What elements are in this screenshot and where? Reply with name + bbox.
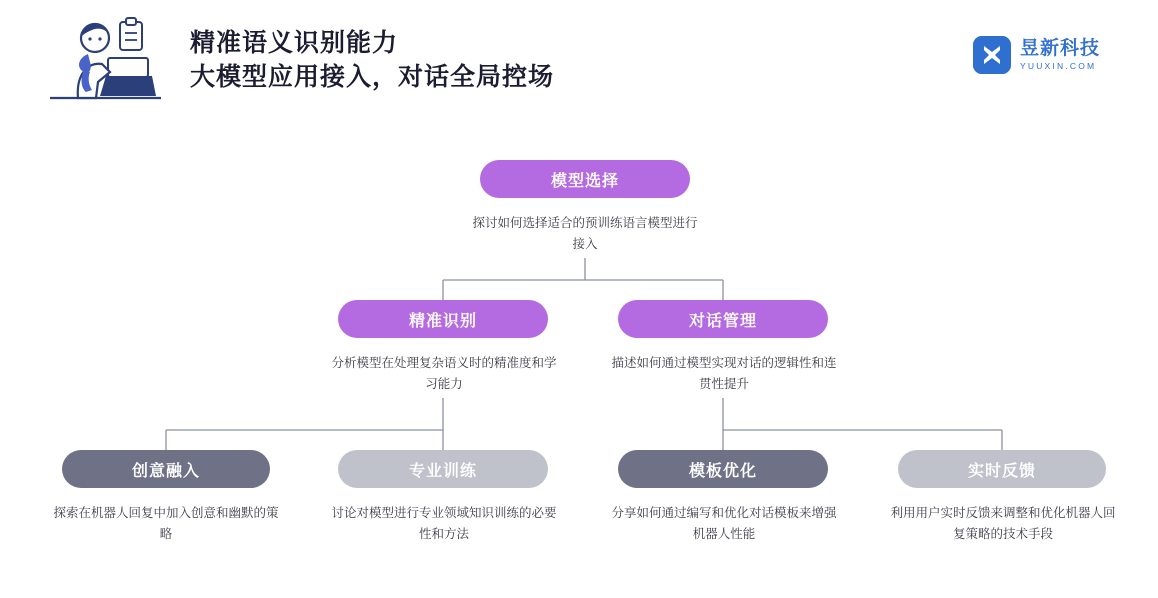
brand-logo <box>973 36 1100 74</box>
node-template-optimization-description: 分享如何通过编写和优化对话模板来增强机器人性能 <box>611 506 837 541</box>
node-template-optimization-label: 模板优化 <box>688 462 757 480</box>
page-title-line2: 大模型应用接入，对话全局控场 <box>190 63 555 91</box>
page-header <box>0 0 1158 125</box>
node-template-optimization[interactable] <box>618 450 828 488</box>
node-precise-recognition-description: 分析模型在处理复杂语义时的精准度和学习能力 <box>331 356 557 391</box>
person-with-laptop-illustration <box>48 10 163 110</box>
node-creative-integration-label: 创意融入 <box>131 462 200 480</box>
node-precise-recognition[interactable] <box>338 300 548 338</box>
node-realtime-feedback[interactable] <box>898 450 1106 488</box>
diagram-canvas <box>0 125 1158 598</box>
node-model-select-description: 探讨如何选择适合的预训练语言模型进行接入 <box>472 216 698 251</box>
node-realtime-feedback-label: 实时反馈 <box>967 462 1036 480</box>
node-precise-recognition-label: 精准识别 <box>408 312 477 330</box>
node-creative-integration-description: 探索在机器人回复中加入创意和幽默的策略 <box>53 506 279 541</box>
node-model-select-label: 模型选择 <box>550 172 619 190</box>
brand-domain: YUUXIN.COM <box>1019 61 1097 72</box>
node-model-select[interactable] <box>480 160 690 198</box>
node-dialog-management-label: 对话管理 <box>688 312 757 330</box>
brand-name: 昱新科技 <box>1019 38 1100 60</box>
node-dialog-management-description: 描述如何通过模型实现对话的逻辑性和连贯性提升 <box>611 356 837 391</box>
page-title <box>190 26 554 94</box>
node-dialog-management[interactable] <box>618 300 828 338</box>
node-creative-integration[interactable] <box>62 450 270 488</box>
page-title-line1: 精准语义识别能力 <box>190 29 399 57</box>
brand-mark-icon <box>973 36 1011 74</box>
node-professional-training-label: 专业训练 <box>408 462 477 480</box>
node-professional-training[interactable] <box>338 450 548 488</box>
node-professional-training-description: 讨论对模型进行专业领域知识训练的必要性和方法 <box>331 506 557 541</box>
node-realtime-feedback-description: 利用用户实时反馈来调整和优化机器人回复策略的技术手段 <box>890 506 1116 541</box>
